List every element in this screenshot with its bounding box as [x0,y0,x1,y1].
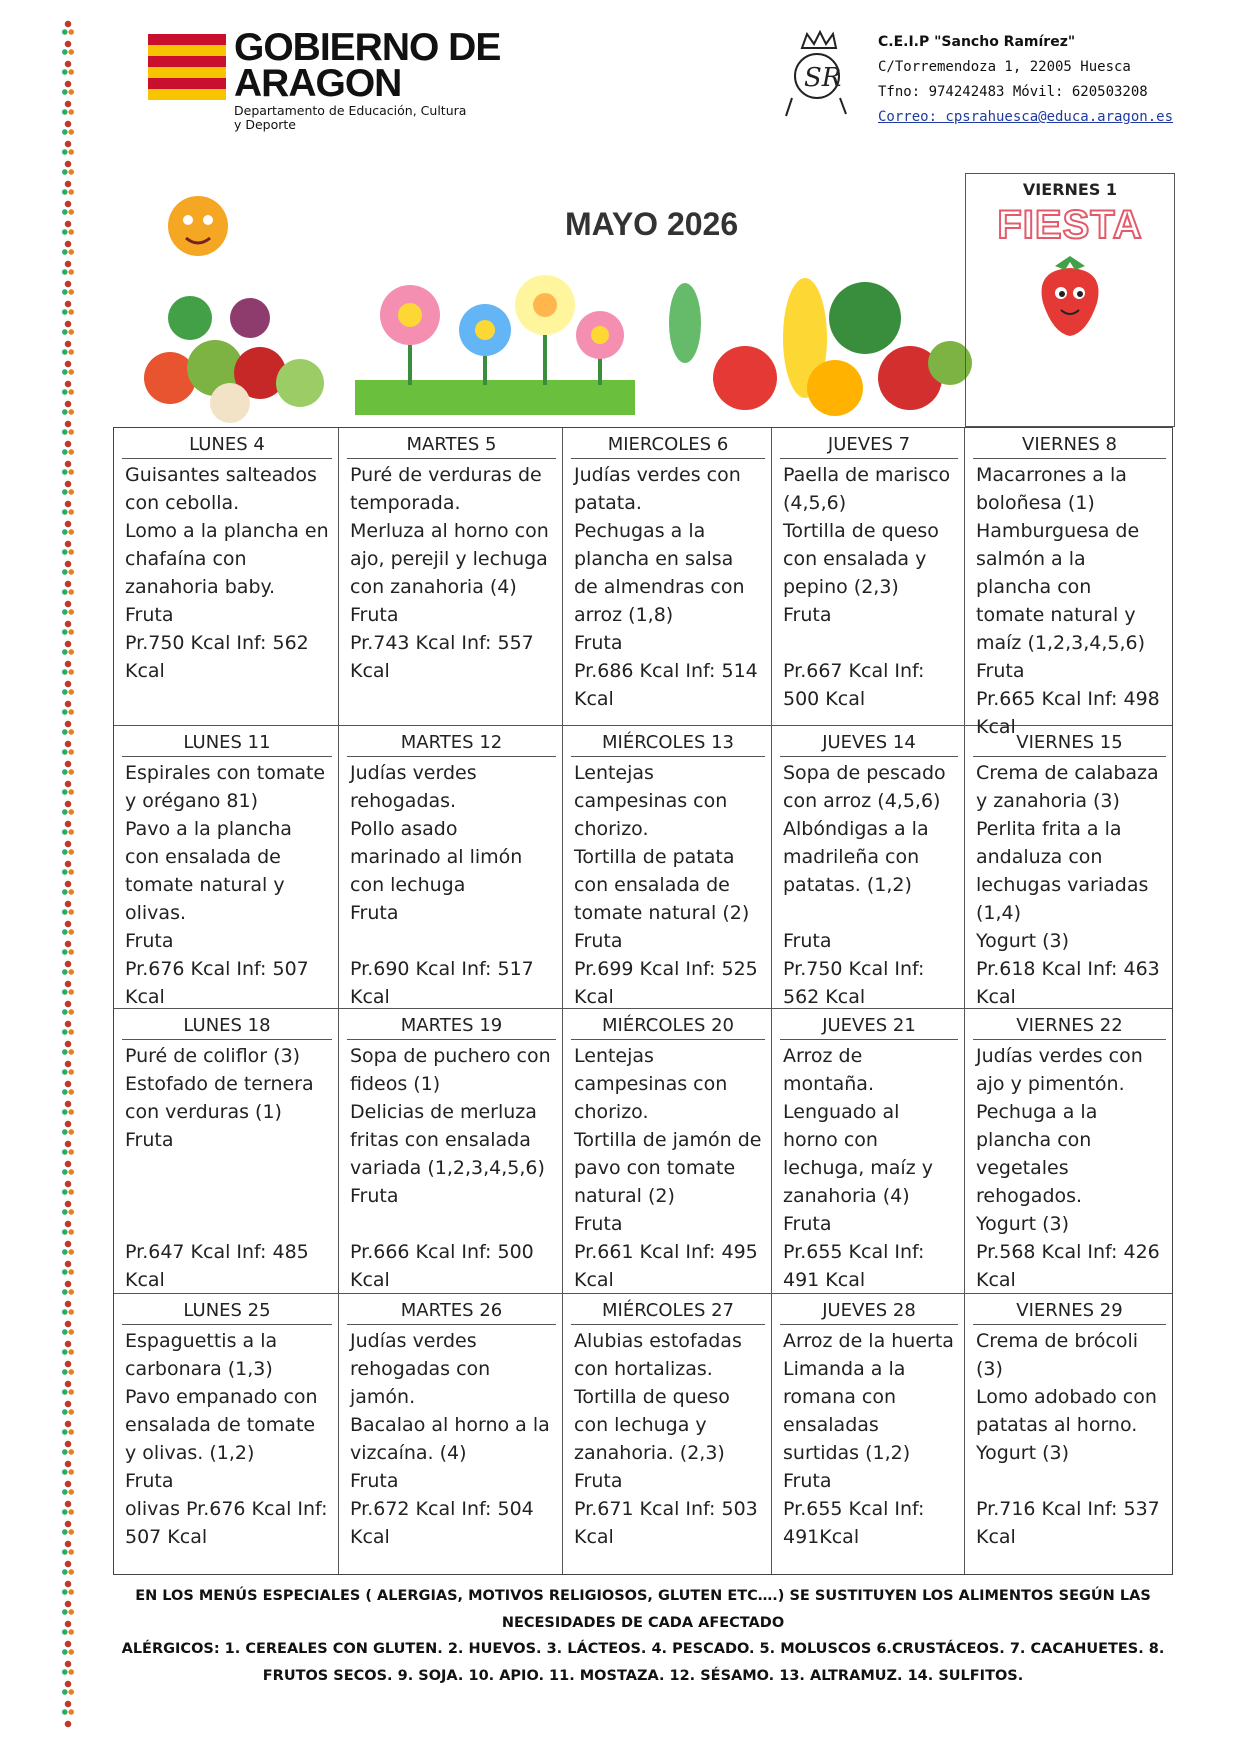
menu-cell [965,726,1172,1009]
menu-cell [965,428,1172,738]
menu-dishes: Lentejas campesinas con chorizo. Tortilla de patata con ensalada de tomate natural (2) Fruta Pr.699 Kcal Inf: 525 Kcal [574,762,758,1008]
menu-dishes: Judías verdes rehogadas con jamón. Bacalao al horno a la vizcaína. (4) Fruta Pr.672 Kcal Inf: 504 Kcal [350,1330,550,1548]
menu-dishes: Paella de marisco (4,5,6) Tortilla de queso con ensalada y pepino (2,3) Fruta Pr.667 Kcal Inf: 500 Kcal [783,464,951,710]
menu-cell [772,726,965,1009]
holiday-day: VIERNES 1 [1022,180,1118,199]
menu-day-heading: MARTES 19 [347,1013,556,1040]
school-crown-logo-icon [782,28,852,120]
menu-cell [114,1009,339,1294]
menu-dishes: Crema de brócoli (3) Lomo adobado con patatas al horno. Yogurt (3) Pr.716 Kcal Inf: 537 Kcal [976,1330,1160,1548]
school-email-link[interactable]: Correo: cpsrahuesca@educa.aragon.es [878,109,1174,125]
menu-day-heading: MIERCOLES 6 [571,432,765,459]
menu-dishes: Crema de calabaza y zanahoria (3) Perlita frita a la andaluza con lechugas variadas (1,4) Yogurt (3) Pr.618 Kcal Inf: 463 Kcal [976,762,1160,1008]
fruits-illustration-icon [655,268,965,418]
vegetables-illustration-icon [130,178,340,423]
menu-cell [965,1009,1172,1294]
menu-dishes: Judías verdes rehogadas. Pollo asado marinado al limón con lechuga Fruta Pr.690 Kcal Inf: 517 Kcal [350,762,534,1008]
menu-day-heading: MIÉRCOLES 13 [571,730,765,757]
menu-day-heading: VIERNES 22 [973,1013,1166,1040]
school-address: C/Torremendoza 1, 22005 Huesca [878,59,1131,75]
aragon-flag-icon [148,34,226,100]
decorative-border [60,18,76,1728]
footer-notes [113,1583,1173,1689]
menu-day-heading: JUEVES 14 [780,730,958,757]
menu-cell [339,726,563,1009]
menu-day-heading: LUNES 11 [122,730,332,757]
menu-day-heading: MIÉRCOLES 27 [571,1298,765,1325]
flowers-illustration-icon [355,270,635,420]
menu-day-heading: MARTES 12 [347,730,556,757]
menu-cell [563,428,772,726]
gov-subtitle: Departamento de Educación, Cultura y Deporte [234,103,467,132]
menu-dishes: Sopa de puchero con fideos (1) Delicias de merluza fritas con ensalada variada (1,2,3,4,5,6) Fruta Pr.666 Kcal Inf: 500 Kcal [350,1045,551,1291]
menu-cell [339,1009,563,1294]
month-title: MAYO 2026 [565,206,739,242]
menu-day-heading: MIÉRCOLES 20 [571,1013,765,1040]
menu-cell [339,1294,563,1574]
menu-day-heading: MARTES 5 [347,432,556,459]
menu-day-heading: LUNES 25 [122,1298,332,1325]
menu-dishes: Lentejas campesinas con chorizo. Tortilla de jamón de pavo con tomate natural (2) Fruta Pr.661 Kcal Inf: 495 Kcal [574,1045,762,1291]
menu-cell [772,1009,965,1294]
menu-day-heading: JUEVES 7 [780,432,958,459]
menu-dishes: Sopa de pescado con arroz (4,5,6) Albóndigas a la madrileña con patatas. (1,2) Fruta Pr.750 Kcal Inf: 562 Kcal [783,762,946,1008]
menu-cell [772,1294,965,1574]
menu-day-heading: VIERNES 8 [973,432,1166,459]
menu-cell [563,1294,772,1574]
menu-dishes: Arroz de montaña. Lenguado al horno con lechuga, maíz y zanahoria (4) Fruta Pr.655 Kcal Inf: 491 Kcal [783,1045,933,1291]
menu-day-heading: LUNES 18 [122,1013,332,1040]
svg-text:SR: SR [804,63,842,93]
menu-dishes: Alubias estofadas con hortalizas. Tortilla de queso con lechuga y zanahoria. (2,3) Fruta Pr.671 Kcal Inf: 503 Kcal [574,1330,758,1548]
holiday-box [965,173,1175,427]
strawberry-icon [1025,248,1115,338]
menu-cell [563,726,772,1009]
school-name: C.E.I.P "Sancho Ramírez" [878,34,1076,50]
menu-dishes: Macarrones a la boloñesa (1) Hamburguesa de salmón a la plancha con tomate natural y maíz (1,2,3,4,5,6) Fruta Pr.665 Kcal Inf: 498 Kcal [976,464,1160,738]
menu-cell [772,428,965,726]
menu-dishes: Judías verdes con patata. Pechugas a la plancha en salsa de almendras con arroz (1,8) Fruta Pr.686 Kcal Inf: 514 Kcal [574,464,758,710]
menu-cell [114,428,339,726]
menu-day-heading: VIERNES 29 [973,1298,1166,1325]
school-phone: Tfno: 974242483 Móvil: 620503208 [878,84,1148,100]
menu-dishes: Puré de coliflor (3) Estofado de ternera con verduras (1) Fruta Pr.647 Kcal Inf: 485 Kcal [125,1045,314,1291]
menu-cell [114,726,339,1009]
special-menus-note: EN LOS MENÚS ESPECIALES ( ALERGIAS, MOTIVOS RELIGIOSOS, GLUTEN ETC….) SE SUSTITUYEN LOS ALIMENTOS SEGÚN LAS NECESIDADES DE CADA AFECTADO [135,1588,1151,1631]
menu-day-heading: VIERNES 15 [973,730,1166,757]
menu-grid [113,427,1173,1575]
menu-dishes: Arroz de la huerta Limanda a la romana con ensaladas surtidas (1,2) Fruta Pr.655 Kcal Inf: 491Kcal [783,1330,954,1548]
menu-cell [114,1294,339,1574]
menu-day-heading: LUNES 4 [122,432,332,459]
holiday-label: FIESTA [997,203,1143,247]
menu-cell [563,1009,772,1294]
allergen-legend: ALÉRGICOS: 1. CEREALES CON GLUTEN. 2. HUEVOS. 3. LÁCTEOS. 4. PESCADO. 5. MOLUSCOS 6.CRUSTÁCEOS. 7. CACAHUETES. 8. FRUTOS SECOS. 9. SOJA. 10. APIO. 11. MOSTAZA. 12. SÉSAMO. 13. ALTRAMUZ. 14. SULFITOS. [121,1641,1165,1684]
menu-dishes: Espirales con tomate y orégano 81) Pavo a la plancha con ensalada de tomate natural y olivas. Fruta Pr.676 Kcal Inf: 507 Kcal [125,762,326,1008]
menu-day-heading: MARTES 26 [347,1298,556,1325]
gov-title: GOBIERNO DE ARAGON [234,26,501,105]
menu-cell [965,1294,1172,1574]
menu-dishes: Judías verdes con ajo y pimentón. Pechuga a la plancha con vegetales rehogados. Yogurt (3) Pr.568 Kcal Inf: 426 Kcal [976,1045,1160,1291]
menu-cell [339,428,563,726]
menu-dishes: Puré de verduras de temporada. Merluza al horno con ajo, perejil y lechuga con zanahoria (4) Fruta Pr.743 Kcal Inf: 557 Kcal [350,464,549,682]
menu-dishes: Guisantes salteados con cebolla. Lomo a la plancha en chafaína con zanahoria baby. Fruta Pr.750 Kcal Inf: 562 Kcal [125,464,329,682]
menu-dishes: Espaguettis a la carbonara (1,3) Pavo empanado con ensalada de tomate y olivas. (1,2) Fruta olivas Pr.676 Kcal Inf: 507 Kcal [125,1330,328,1548]
school-info [878,30,1218,130]
menu-day-heading: JUEVES 21 [780,1013,958,1040]
menu-day-heading: JUEVES 28 [780,1298,958,1325]
